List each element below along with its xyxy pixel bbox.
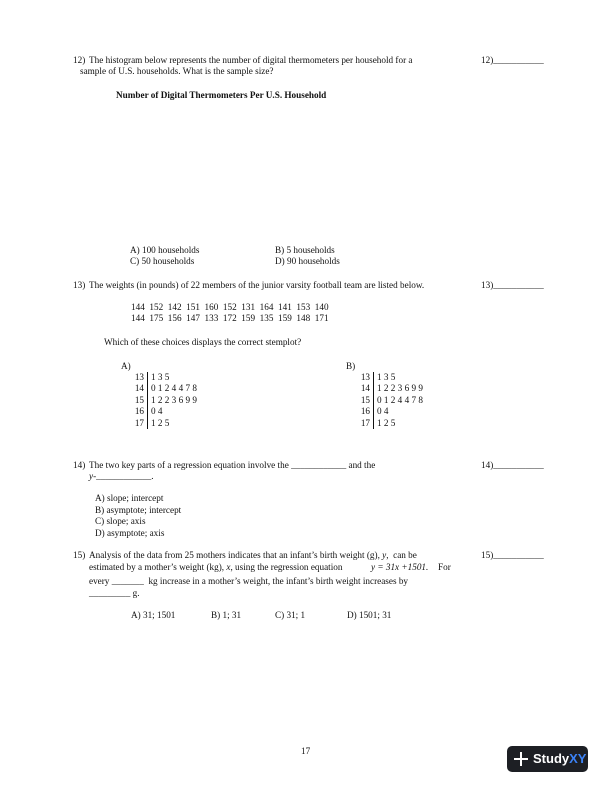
q14-option-a: A) slope; intercept [95, 493, 164, 503]
q13-prompt: Which of these choices displays the correct stemplot? [104, 337, 302, 347]
q15-option-a: A) 31; 1501 [131, 610, 176, 620]
stem-value: 13 [134, 372, 144, 382]
q15-answer-blank: 15)___________ [481, 550, 544, 560]
stem-value: 14 [134, 383, 144, 394]
stem-value: 15 [360, 394, 370, 405]
leaf-values: 1 2 2 3 6 9 9 [151, 394, 197, 405]
stemplot-row [120, 406, 240, 417]
q14-text-line1: The two key parts of a regression equation involve the ____________ and the [89, 460, 376, 470]
q13-data-row1: 144 152 142 151 160 152 131 164 141 153 140 [131, 302, 329, 312]
q15-var-y: y [382, 550, 387, 560]
q13-number: 13) [73, 280, 86, 290]
stemplot-row [120, 418, 240, 429]
q15-text-line3: every _______ kg increase in a mother’s weight, the infant’s birth weight increases by [89, 576, 409, 586]
page-number: 17 [301, 746, 311, 756]
q14-option-b: B) asymptote; intercept [95, 505, 182, 515]
q15-option-b: B) 1; 31 [211, 610, 242, 620]
q13-stemplot-a [120, 372, 240, 429]
q12-chart-title: Number of Digital Thermometers Per U.S. Household [116, 90, 327, 100]
q15-text-line4: _________ g. [89, 588, 140, 598]
leaf-values: 1 3 5 [377, 372, 396, 382]
q13-data-row2: 144 175 156 147 133 172 159 135 159 148 171 [131, 313, 329, 323]
q14-number: 14) [73, 460, 86, 470]
q15-text-line2: estimated by a mother’s weight (kg), x, using the regression equation [89, 562, 343, 572]
q15-option-c: C) 31; 1 [275, 610, 306, 620]
q12-text-line2: sample of U.S. households. What is the sample size? [80, 66, 274, 76]
q13-choice-b-label: B) [346, 361, 356, 371]
q14-option-d: D) asymptote; axis [95, 528, 165, 538]
leaf-values: 0 4 [377, 406, 389, 417]
q15-equation: y = 31x +1501. [371, 562, 429, 572]
q12-answer-blank: 12)___________ [481, 55, 544, 65]
q15-option-d: D) 1501; 31 [347, 610, 392, 620]
q14-answer-blank: 14)___________ [481, 460, 544, 470]
stem-value: 17 [360, 417, 370, 428]
stem-value: 13 [360, 372, 370, 382]
q12-text-line1: The histogram below represents the number of digital thermometers per household for a [89, 55, 413, 65]
plus-icon [514, 752, 528, 766]
stemplot-row [346, 406, 466, 417]
stemplot-row [346, 395, 466, 406]
q13-text-line1: The weights (in pounds) of 22 members of the junior varsity football team are listed below. [89, 280, 425, 290]
leaf-values: 1 2 5 [151, 417, 170, 428]
leaf-values: 1 2 5 [377, 417, 396, 428]
q12-number: 12) [73, 55, 86, 65]
q12-option-b: B) 5 households [275, 245, 335, 255]
q12-option-c: C) 50 households [130, 256, 195, 266]
q15-var-x: x [226, 562, 231, 572]
leaf-values: 0 1 2 4 4 7 8 [151, 383, 197, 394]
stem-value: 15 [134, 394, 144, 405]
stemplot-row [120, 372, 240, 383]
leaf-values: 0 1 2 4 4 7 8 [377, 394, 423, 405]
stem-value: 16 [134, 406, 144, 417]
q12-option-d: D) 90 households [275, 256, 340, 266]
q12-option-a: A) 100 households [130, 245, 200, 255]
stem-value: 17 [134, 417, 144, 428]
stem-value: 14 [360, 383, 370, 394]
stemplot-row [120, 383, 240, 394]
q14-text-line2 [89, 471, 154, 482]
q13-stemplot-b [346, 372, 466, 429]
q15-text-line1: Analysis of the data from 25 mothers indicates that an infant’s birth weight (g), y, can be [89, 550, 417, 560]
leaf-values: 0 4 [151, 406, 163, 417]
q13-answer-blank: 13)___________ [481, 280, 544, 290]
leaf-values: 1 2 2 3 6 9 9 [377, 383, 423, 394]
stemplot-row [346, 418, 466, 429]
stemplot-row [346, 383, 466, 394]
stem-value: 16 [360, 406, 370, 417]
stemplot-row [346, 372, 466, 383]
stemplot-row [120, 395, 240, 406]
q15-number: 15) [73, 550, 86, 560]
q14-var-y: y [89, 471, 94, 481]
q13-choice-a-label: A) [121, 361, 131, 371]
leaf-values: 1 3 5 [151, 372, 170, 382]
q14-line2-rest: -____________. [93, 471, 154, 481]
studyxy-badge[interactable] [507, 746, 588, 772]
badge-text: StudyXY [533, 751, 587, 766]
q14-option-c: C) slope; axis [95, 516, 146, 526]
q15-text-line2-end: For [438, 562, 451, 572]
